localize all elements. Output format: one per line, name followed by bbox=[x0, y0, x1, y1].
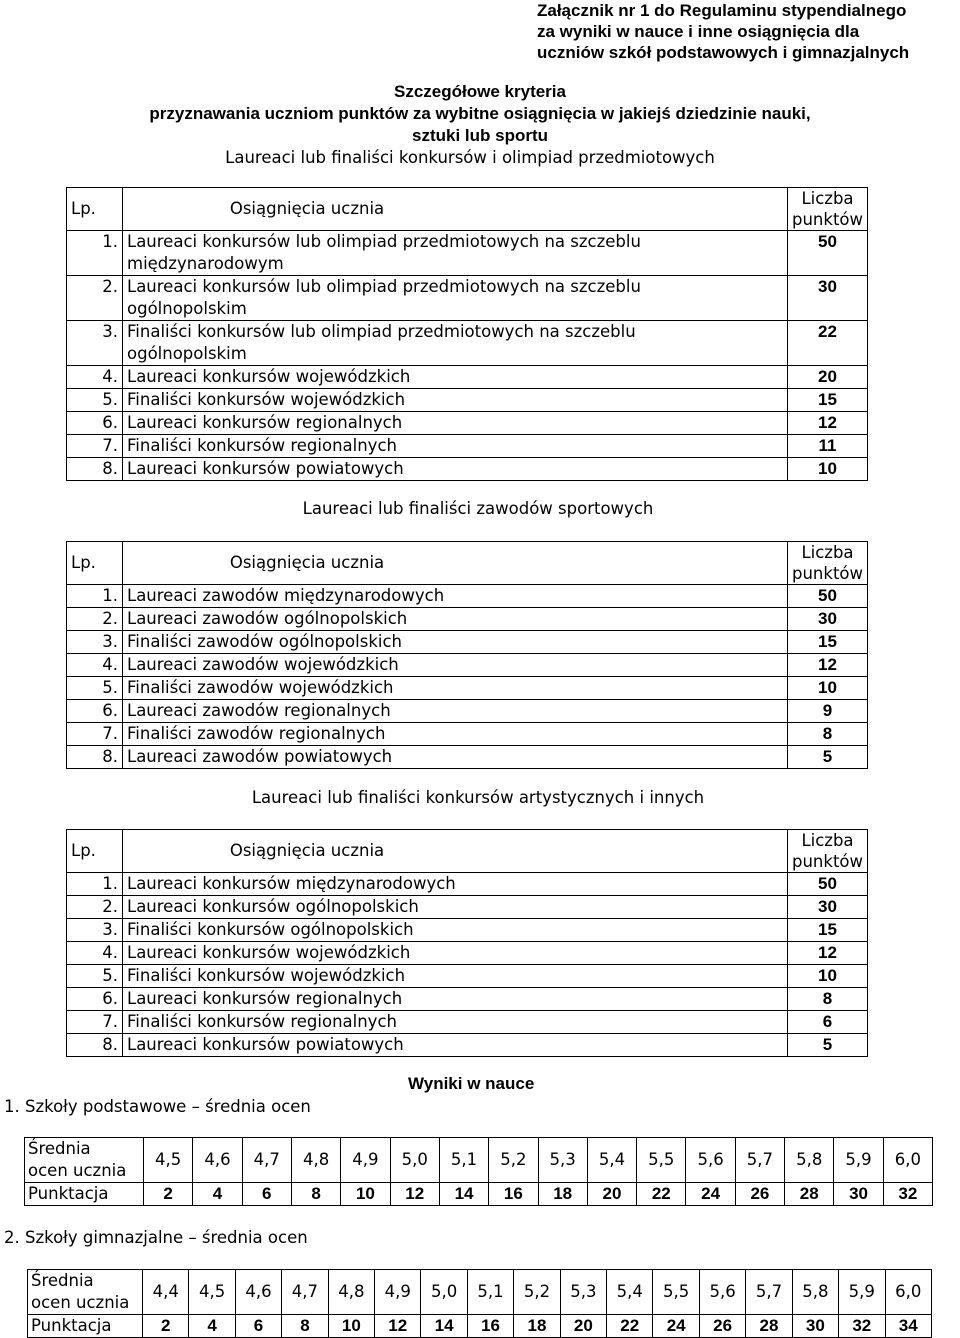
row-lp: 1. bbox=[67, 585, 123, 608]
points-cell: 30 bbox=[792, 1315, 838, 1338]
points-cell: 22 bbox=[607, 1315, 653, 1338]
row-points: 10 bbox=[788, 677, 868, 700]
row-text: Finaliści konkursów regionalnych bbox=[123, 435, 788, 458]
average-cell: 5,6 bbox=[686, 1138, 735, 1183]
average-cell: 5,0 bbox=[421, 1270, 467, 1315]
annex-header bbox=[537, 0, 953, 63]
points-cell: 8 bbox=[282, 1315, 328, 1338]
points-cell: 16 bbox=[467, 1315, 513, 1338]
points-cell: 14 bbox=[421, 1315, 467, 1338]
row-points: 12 bbox=[788, 654, 868, 677]
average-cell: 5,5 bbox=[637, 1138, 686, 1183]
row-points: 8 bbox=[788, 988, 868, 1011]
average-cell: 5,8 bbox=[792, 1270, 838, 1315]
table-row bbox=[67, 435, 868, 458]
points-cell: 14 bbox=[439, 1183, 488, 1206]
table-header-row bbox=[67, 188, 868, 231]
col-lp-header: Lp. bbox=[67, 542, 123, 585]
section-title-arts: Laureaci lub finaliści konkursów artystycznych i innych bbox=[251, 788, 705, 807]
col-achievement-header: Osiągnięcia ucznia bbox=[123, 542, 788, 585]
points-cell: 12 bbox=[390, 1183, 439, 1206]
row-lp: 3. bbox=[67, 631, 123, 654]
row-lp: 4. bbox=[67, 366, 123, 389]
points-label: Punktacja bbox=[28, 1315, 143, 1338]
average-cell: 4,7 bbox=[242, 1138, 291, 1183]
annex-header-line: Załącznik nr 1 do Regulaminu stypendialnego bbox=[537, 1, 907, 20]
average-cell: 4,8 bbox=[291, 1138, 340, 1183]
row-lp: 4. bbox=[67, 654, 123, 677]
average-cell: 4,9 bbox=[341, 1138, 390, 1183]
row-lp: 5. bbox=[67, 677, 123, 700]
points-cell: 10 bbox=[341, 1183, 390, 1206]
results-title: Wyniki w nauce bbox=[408, 1074, 535, 1093]
row-points: 9 bbox=[788, 700, 868, 723]
criteria-subtitle: przyznawania uczniom punktów za wybitne osiągnięcia w jakiejś dziedzinie nauki, bbox=[149, 104, 811, 123]
table-row bbox=[67, 585, 868, 608]
table-row bbox=[67, 919, 868, 942]
average-cell: 4,9 bbox=[375, 1270, 421, 1315]
points-row bbox=[28, 1315, 932, 1338]
table-row bbox=[67, 1011, 868, 1034]
averages-row bbox=[25, 1138, 933, 1183]
row-points: 6 bbox=[788, 1011, 868, 1034]
points-cell: 18 bbox=[538, 1183, 587, 1206]
table-row bbox=[67, 965, 868, 988]
table-row bbox=[67, 942, 868, 965]
points-cell: 26 bbox=[699, 1315, 745, 1338]
table-row bbox=[67, 896, 868, 919]
points-cell: 24 bbox=[653, 1315, 699, 1338]
points-label: Punktacja bbox=[25, 1183, 144, 1206]
average-cell: 4,8 bbox=[328, 1270, 374, 1315]
row-points: 10 bbox=[788, 965, 868, 988]
row-text: Laureaci konkursów ogólnopolskich bbox=[123, 896, 788, 919]
row-points: 5 bbox=[788, 746, 868, 769]
row-points: 30 bbox=[788, 608, 868, 631]
points-cell: 28 bbox=[746, 1315, 792, 1338]
table-row bbox=[67, 458, 868, 481]
row-points: 15 bbox=[788, 389, 868, 412]
points-cell: 2 bbox=[143, 1315, 189, 1338]
averages-row bbox=[28, 1270, 932, 1315]
primary-school-heading: 1. Szkoły podstawowe – średnia ocen bbox=[4, 1097, 311, 1116]
annex-header-line: za wyniki w nauce i inne osiągnięcia dla bbox=[537, 22, 860, 41]
row-text: Laureaci zawodów międzynarodowych bbox=[123, 585, 788, 608]
criteria-subtitle-2: sztuki lub sportu bbox=[412, 126, 548, 145]
table-header-row bbox=[67, 542, 868, 585]
row-points: 15 bbox=[788, 919, 868, 942]
annex-header-line: uczniów szkół podstawowych i gimnazjalnych bbox=[537, 43, 910, 62]
average-cell: 5,3 bbox=[538, 1138, 587, 1183]
row-lp: 1. bbox=[67, 231, 123, 276]
section-title-olympiads: Laureaci lub finaliści konkursów i olimpiad przedmiotowych bbox=[225, 148, 715, 167]
row-text: Laureaci konkursów lub olimpiad przedmiotowych na szczeblu ogólnopolskim bbox=[123, 276, 788, 321]
averages-label: Średnia ocen ucznia bbox=[25, 1138, 144, 1183]
col-points-header: Liczba punktów bbox=[788, 188, 868, 231]
row-lp: 5. bbox=[67, 965, 123, 988]
col-lp-header: Lp. bbox=[67, 830, 123, 873]
table-row bbox=[67, 389, 868, 412]
gymnasium-grades-table bbox=[27, 1269, 932, 1338]
table-row bbox=[67, 276, 868, 321]
points-cell: 2 bbox=[144, 1183, 193, 1206]
points-cell: 24 bbox=[686, 1183, 735, 1206]
table-row bbox=[67, 366, 868, 389]
row-points: 12 bbox=[788, 942, 868, 965]
row-lp: 6. bbox=[67, 988, 123, 1011]
row-text: Finaliści konkursów wojewódzkich bbox=[123, 965, 788, 988]
average-cell: 5,7 bbox=[746, 1270, 792, 1315]
average-cell: 5,8 bbox=[785, 1138, 834, 1183]
row-points: 30 bbox=[788, 896, 868, 919]
average-cell: 4,5 bbox=[189, 1270, 235, 1315]
table-row bbox=[67, 988, 868, 1011]
col-achievement-header: Osiągnięcia ucznia bbox=[123, 830, 788, 873]
row-lp: 2. bbox=[67, 608, 123, 631]
col-points-header: Liczba punktów bbox=[788, 542, 868, 585]
row-points: 15 bbox=[788, 631, 868, 654]
row-text: Finaliści konkursów ogólnopolskich bbox=[123, 919, 788, 942]
table-row bbox=[67, 321, 868, 366]
points-cell: 32 bbox=[883, 1183, 932, 1206]
arts-table bbox=[66, 829, 868, 1057]
primary-grades-table bbox=[24, 1137, 933, 1206]
row-text: Laureaci konkursów regionalnych bbox=[123, 412, 788, 435]
points-cell: 26 bbox=[735, 1183, 784, 1206]
row-lp: 5. bbox=[67, 389, 123, 412]
row-points: 11 bbox=[788, 435, 868, 458]
row-text: Finaliści konkursów wojewódzkich bbox=[123, 389, 788, 412]
table-row bbox=[67, 608, 868, 631]
points-cell: 8 bbox=[291, 1183, 340, 1206]
average-cell: 4,7 bbox=[282, 1270, 328, 1315]
row-text: Laureaci konkursów międzynarodowych bbox=[123, 873, 788, 896]
row-points: 12 bbox=[788, 412, 868, 435]
row-lp: 7. bbox=[67, 435, 123, 458]
row-lp: 2. bbox=[67, 896, 123, 919]
average-cell: 5,5 bbox=[653, 1270, 699, 1315]
col-lp-header: Lp. bbox=[67, 188, 123, 231]
average-cell: 5,2 bbox=[489, 1138, 538, 1183]
points-cell: 28 bbox=[785, 1183, 834, 1206]
average-cell: 5,1 bbox=[439, 1138, 488, 1183]
sports-table bbox=[66, 541, 868, 769]
table-row bbox=[67, 677, 868, 700]
average-cell: 4,4 bbox=[143, 1270, 189, 1315]
col-points-header: Liczba punktów bbox=[788, 830, 868, 873]
row-text: Laureaci zawodów powiatowych bbox=[123, 746, 788, 769]
section-title-sports: Laureaci lub finaliści zawodów sportowych bbox=[302, 499, 654, 518]
average-cell: 4,6 bbox=[235, 1270, 281, 1315]
row-points: 50 bbox=[788, 231, 868, 276]
row-text: Laureaci konkursów regionalnych bbox=[123, 988, 788, 1011]
points-cell: 32 bbox=[839, 1315, 885, 1338]
row-lp: 6. bbox=[67, 700, 123, 723]
row-lp: 3. bbox=[67, 919, 123, 942]
points-cell: 18 bbox=[514, 1315, 560, 1338]
row-lp: 2. bbox=[67, 276, 123, 321]
criteria-title: Szczegółowe kryteria bbox=[394, 82, 566, 101]
row-points: 5 bbox=[788, 1034, 868, 1057]
table-row bbox=[67, 231, 868, 276]
row-text: Laureaci zawodów regionalnych bbox=[123, 700, 788, 723]
table-row bbox=[67, 631, 868, 654]
row-lp: 8. bbox=[67, 746, 123, 769]
table-row bbox=[67, 654, 868, 677]
row-lp: 8. bbox=[67, 1034, 123, 1057]
row-lp: 3. bbox=[67, 321, 123, 366]
average-cell: 4,5 bbox=[144, 1138, 193, 1183]
table-header-row bbox=[67, 830, 868, 873]
points-cell: 4 bbox=[193, 1183, 242, 1206]
average-cell: 5,4 bbox=[607, 1270, 653, 1315]
col-achievement-header: Osiągnięcia ucznia bbox=[123, 188, 788, 231]
average-cell: 5,0 bbox=[390, 1138, 439, 1183]
table-row bbox=[67, 746, 868, 769]
row-points: 22 bbox=[788, 321, 868, 366]
points-cell: 16 bbox=[489, 1183, 538, 1206]
average-cell: 5,4 bbox=[587, 1138, 636, 1183]
row-text: Laureaci konkursów wojewódzkich bbox=[123, 366, 788, 389]
row-text: Laureaci zawodów ogólnopolskich bbox=[123, 608, 788, 631]
row-points: 50 bbox=[788, 873, 868, 896]
row-text: Laureaci konkursów powiatowych bbox=[123, 458, 788, 481]
row-lp: 7. bbox=[67, 1011, 123, 1034]
points-cell: 12 bbox=[375, 1315, 421, 1338]
row-points: 10 bbox=[788, 458, 868, 481]
points-cell: 20 bbox=[587, 1183, 636, 1206]
row-text: Laureaci zawodów wojewódzkich bbox=[123, 654, 788, 677]
table-row bbox=[67, 873, 868, 896]
row-lp: 8. bbox=[67, 458, 123, 481]
row-text: Finaliści zawodów wojewódzkich bbox=[123, 677, 788, 700]
points-row bbox=[25, 1183, 933, 1206]
row-lp: 6. bbox=[67, 412, 123, 435]
average-cell: 5,3 bbox=[560, 1270, 606, 1315]
row-text: Laureaci konkursów wojewódzkich bbox=[123, 942, 788, 965]
row-points: 50 bbox=[788, 585, 868, 608]
row-lp: 7. bbox=[67, 723, 123, 746]
points-cell: 34 bbox=[885, 1315, 932, 1338]
points-cell: 4 bbox=[189, 1315, 235, 1338]
row-text: Finaliści konkursów lub olimpiad przedmiotowych na szczeblu ogólnopolskim bbox=[123, 321, 788, 366]
table-row bbox=[67, 412, 868, 435]
row-text: Laureaci konkursów powiatowych bbox=[123, 1034, 788, 1057]
table-row bbox=[67, 1034, 868, 1057]
average-cell: 4,6 bbox=[193, 1138, 242, 1183]
average-cell: 5,6 bbox=[699, 1270, 745, 1315]
row-text: Laureaci konkursów lub olimpiad przedmiotowych na szczeblu międzynarodowym bbox=[123, 231, 788, 276]
row-points: 30 bbox=[788, 276, 868, 321]
points-cell: 10 bbox=[328, 1315, 374, 1338]
average-cell: 6,0 bbox=[885, 1270, 932, 1315]
average-cell: 5,1 bbox=[467, 1270, 513, 1315]
points-cell: 22 bbox=[637, 1183, 686, 1206]
row-lp: 4. bbox=[67, 942, 123, 965]
average-cell: 6,0 bbox=[883, 1138, 932, 1183]
average-cell: 5,7 bbox=[735, 1138, 784, 1183]
row-points: 8 bbox=[788, 723, 868, 746]
row-text: Finaliści zawodów regionalnych bbox=[123, 723, 788, 746]
averages-label: Średnia ocen ucznia bbox=[28, 1270, 143, 1315]
points-cell: 20 bbox=[560, 1315, 606, 1338]
olympiads-table bbox=[66, 187, 868, 481]
points-cell: 6 bbox=[235, 1315, 281, 1338]
row-text: Finaliści zawodów ogólnopolskich bbox=[123, 631, 788, 654]
row-lp: 1. bbox=[67, 873, 123, 896]
row-text: Finaliści konkursów regionalnych bbox=[123, 1011, 788, 1034]
points-cell: 30 bbox=[834, 1183, 883, 1206]
average-cell: 5,9 bbox=[839, 1270, 885, 1315]
average-cell: 5,9 bbox=[834, 1138, 883, 1183]
average-cell: 5,2 bbox=[514, 1270, 560, 1315]
table-row bbox=[67, 700, 868, 723]
gymnasium-heading: 2. Szkoły gimnazjalne – średnia ocen bbox=[4, 1228, 308, 1247]
row-points: 20 bbox=[788, 366, 868, 389]
table-row bbox=[67, 723, 868, 746]
points-cell: 6 bbox=[242, 1183, 291, 1206]
